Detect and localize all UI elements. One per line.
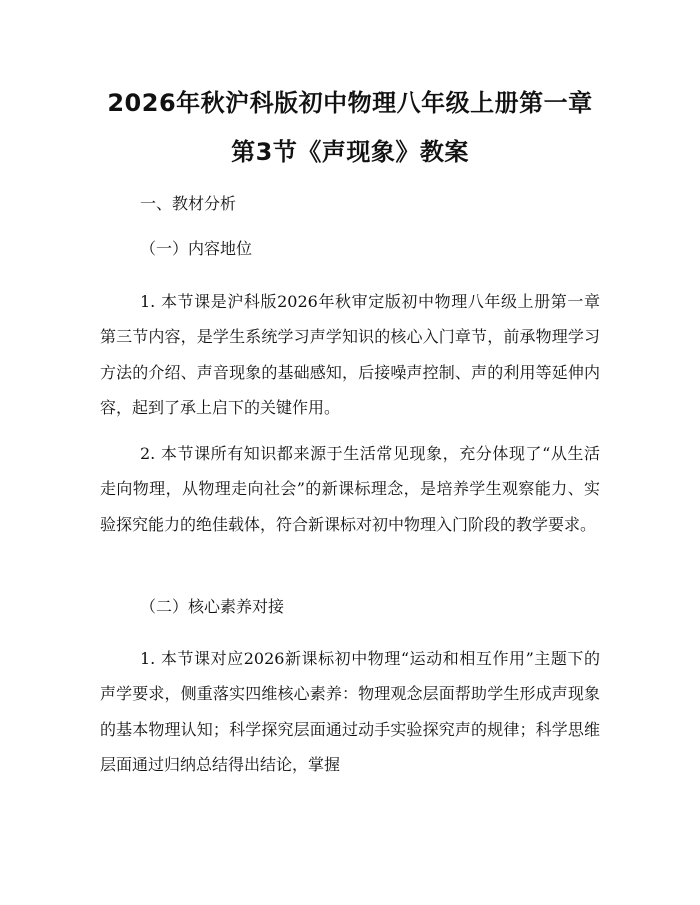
paragraph-content-position-1: 1. 本节课是沪科版2026年秋审定版初中物理八年级上册第一章第三节内容，是学生系统学习声学知识的核心入门章节，前承物理学习方法的介绍、声音现象的基础感知，后接噪声控制、声的利用等延伸内容，起到了承上启下的关键作用。 — [100, 292, 600, 417]
paragraph-content-position-2: 2. 本节课所有知识都来源于生活常见现象，充分体现了“从生活走向物理，从物理走向社会”的新课标理念，是培养学生观察能力、实验探究能力的绝佳载体，符合新课标对初中物理入门阶段的教学要求。 — [100, 444, 600, 534]
document-title-line-2: 第3节《声现象》教案 — [231, 138, 469, 166]
paragraph-core-literacy-1: 1. 本节课对应2026新课标初中物理“运动和相互作用”主题下的声学要求，侧重落实四维核心素养：物理观念层面帮助学生形成声现象的基本物理认知；科学探究层面通过动手实验探究声的规律；科学思维层面通过归纳总结得出结论，掌握 — [100, 649, 600, 774]
section-heading-teaching-material-analysis: 一、教材分析 — [140, 194, 237, 213]
document-title-line-1: 2026年秋沪科版初中物理八年级上册第一章 — [107, 89, 593, 117]
subsection-heading-core-literacy: （二）核心素养对接 — [140, 597, 285, 616]
subsection-heading-content-position: （一）内容地位 — [140, 239, 253, 258]
